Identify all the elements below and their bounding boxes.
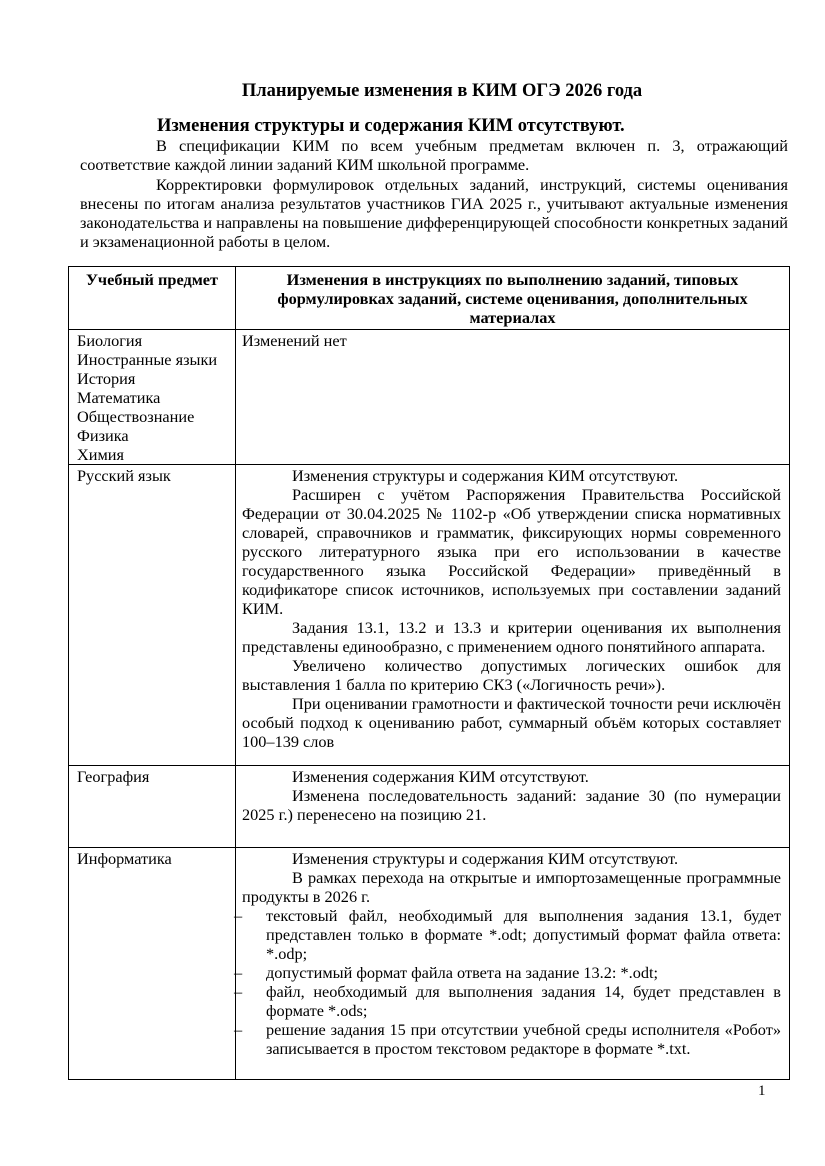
header-changes: Изменения в инструкциях по выполнению заданий, типовых формулировках заданий, системе оценивания, дополнительных материалах [236, 267, 790, 330]
changes-cell [236, 848, 790, 1080]
change-paragraph: Задания 13.1, 13.2 и 13.3 и критерии оценивания их выполнения представлены единообразно, с применением одного понятийного аппарата. [242, 618, 781, 656]
page-number: 1 [758, 1083, 766, 1099]
change-paragraph: Изменена последовательность заданий: задание 30 (по нумерации 2025 г.) перенесено на позицию 21. [242, 786, 781, 824]
subject-cell [69, 330, 236, 465]
subject-name: Физика [77, 426, 129, 445]
subject-name: Биология [77, 331, 143, 350]
subject-name: Русский язык [77, 466, 171, 485]
changes-table [68, 266, 790, 1080]
subject-name: Иностранные языки [77, 350, 218, 369]
subject-cell [69, 848, 236, 1080]
subject-name: Химия [77, 445, 124, 464]
list-item: – допустимый формат файла ответа на задание 13.2: *.odt; [242, 963, 781, 982]
table-row [69, 465, 790, 766]
table-row [69, 330, 790, 465]
list-item: – файл, необходимый для выполнения задания 14, будет представлен в формате *.ods; [242, 982, 781, 1020]
changes-cell [236, 330, 790, 465]
subject-cell [69, 766, 236, 848]
change-paragraph: Изменения структуры и содержания КИМ отсутствуют. [292, 849, 679, 868]
list-item: – решение задания 15 при отсутствии учебной среды исполнителя «Робот» записывается в простом текстовом редакторе в формате *.txt. [242, 1020, 781, 1058]
page-title: Планируемые изменения в КИМ ОГЭ 2026 года [241, 81, 643, 101]
table-row [69, 766, 790, 848]
change-paragraph: Изменений нет [242, 331, 347, 350]
subject-name: Информатика [77, 849, 172, 868]
change-paragraph: В рамках перехода на открытые и импортозамещенные программные продукты в 2026 г. [242, 868, 781, 906]
page-subtitle: Изменения структуры и содержания КИМ отсутствуют. [157, 116, 625, 136]
changes-cell [236, 766, 790, 848]
subject-name: География [77, 767, 150, 786]
table-header-row [69, 267, 790, 330]
subject-name: Математика [77, 388, 161, 407]
change-paragraph: Изменения структуры и содержания КИМ отсутствуют. [292, 466, 679, 485]
change-paragraph: Изменения содержания КИМ отсутствуют. [292, 767, 589, 786]
changes-cell [236, 465, 790, 766]
subject-name: История [77, 369, 136, 388]
change-paragraph: Увеличено количество допустимых логических ошибок для выставления 1 балла по критерию СК3 («Логичность речи»). [242, 656, 781, 694]
header-subject: Учебный предмет [69, 267, 236, 330]
change-paragraph: Расширен с учётом Распоряжения Правительства Российской Федерации от 30.04.2025 № 1102-р «Об утверждении списка нормативных словарей, справочников и грамматик, фиксирующих нормы современного русского литературного языка при его использовании в качестве государственного языка Российской Федерации» приведённый в кодификаторе список источников, используемых при составлении заданий КИМ. [242, 485, 781, 618]
list-item: – текстовый файл, необходимый для выполнения задания 13.1, будет представлен только в формате *.odt; допустимый формат файла ответа: *.odp; [242, 906, 781, 963]
intro-paragraph: Корректировки формулировок отдельных заданий, инструкций, системы оценивания внесены по итогам анализа результатов участников ГИА 2025 г., учитывают актуальные изменения законодательства и направлены на повышение дифференцирующей способности конкретных заданий и экзаменационной работы в целом. [80, 175, 788, 251]
subject-name: Обществознание [77, 407, 195, 426]
change-paragraph: При оценивании грамотности и фактической точности речи исключён особый подход к оцениванию работ, суммарный объём которых составляет 100–139 слов [242, 694, 781, 751]
subject-cell [69, 465, 236, 766]
table-row [69, 848, 790, 1080]
change-list [242, 906, 781, 1058]
intro-paragraph: В спецификации КИМ по всем учебным предметам включен п. 3, отражающий соответствие каждой линии заданий КИМ школьной программе. [80, 136, 788, 174]
